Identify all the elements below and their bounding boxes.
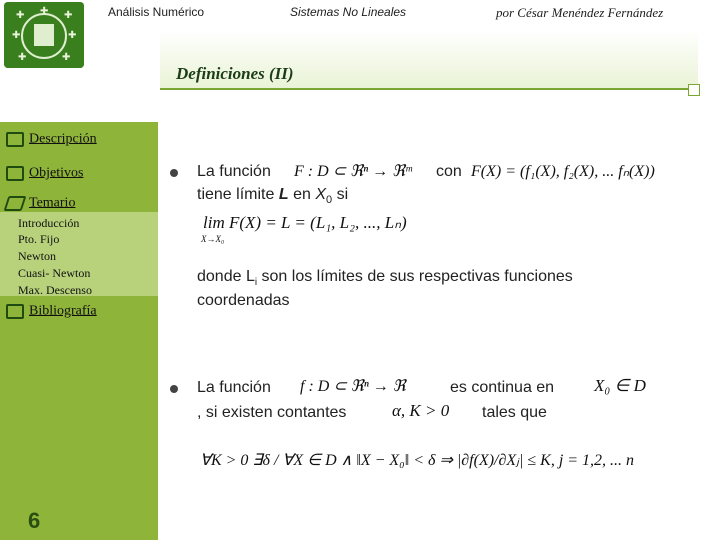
text-limites: son los límites de sus respectivas funciones — [257, 268, 573, 285]
author-credit: por César Menéndez Fernández — [496, 5, 664, 20]
svg-text:✚: ✚ — [16, 10, 25, 21]
point-X0-sub: 0 — [325, 194, 333, 207]
topic-title: Sistemas No Lineales — [290, 5, 407, 19]
bullet-dot — [170, 169, 178, 177]
nav-sub-newton[interactable]: Newton — [18, 249, 56, 263]
nav-label: Temario — [29, 195, 76, 211]
svg-text:✚: ✚ — [12, 30, 21, 41]
svg-text:✚: ✚ — [18, 52, 27, 63]
nav-sub-max-descenso[interactable]: Max. Descenso — [18, 283, 92, 297]
sidebar-background — [0, 122, 158, 540]
course-title: Análisis Numérico — [108, 5, 205, 19]
nav-label: Bibliografía — [29, 303, 97, 319]
title-underline — [160, 88, 698, 90]
title-end-square — [688, 84, 700, 96]
nav-temario[interactable] — [6, 194, 75, 212]
nav-objetivos[interactable] — [6, 164, 83, 182]
bullet3-line2a: , si existen contantes — [197, 404, 347, 421]
bullet3-mid: es continua en — [450, 379, 555, 396]
text-si: si — [336, 186, 349, 203]
svg-text:✚: ✚ — [68, 30, 77, 41]
folder-icon — [6, 304, 24, 319]
continuity-point: X₀ ∈ D — [594, 376, 646, 395]
page-number: 6 — [28, 508, 41, 533]
nav-label: Descripción — [29, 131, 97, 147]
bullet1-prefix: La función — [197, 163, 271, 180]
text-tiene-limite: tiene límite — [197, 186, 275, 203]
bullet2-line2: coordenadas — [197, 292, 290, 309]
text-donde-sub: i — [254, 277, 258, 289]
slide-title: Definiciones (II) — [176, 64, 294, 83]
nav-bibliografia[interactable] — [6, 302, 97, 320]
continuity-formula: ∀K > 0 ∃δ / ∀X ∈ D ∧ ‖X − X₀‖ < δ ⇒ |∂f(X)/∂Xⱼ| ≤ K, j = 1,2, ... n — [200, 452, 635, 469]
limit-subscript: X→X₀ — [201, 234, 225, 244]
function-definition: F : D ⊂ ℜⁿ → ℜᵐ — [294, 163, 412, 180]
text-en: en — [293, 186, 311, 203]
point-X0: X — [315, 186, 326, 203]
university-logo — [4, 2, 84, 68]
nav-label: Objetivos — [29, 165, 84, 181]
vector-function-formula: F(X) = (f₁(X), f₂(X), ... fₙ(X)) — [471, 163, 655, 180]
limit-formula: lim F(X) = L = (L₁, L₂, ..., Lₙ) — [203, 213, 407, 232]
text-donde: donde L — [197, 268, 255, 285]
constants: α, K > 0 — [392, 401, 450, 420]
scalar-function-definition: f : D ⊂ ℜⁿ → ℜ — [300, 378, 406, 395]
limit-L: L — [278, 186, 289, 203]
open-folder-icon — [4, 196, 27, 211]
folder-icon — [6, 132, 24, 147]
nav-descripcion[interactable] — [6, 130, 97, 148]
svg-text:✚: ✚ — [62, 52, 71, 63]
nav-sub-pto-fijo[interactable]: Pto. Fijo — [18, 232, 60, 246]
nav-sub-cuasi-newton[interactable]: Cuasi- Newton — [18, 266, 91, 280]
bullet3-line2b: tales que — [482, 404, 547, 421]
bullet1-con: con — [436, 163, 462, 180]
folder-icon — [6, 166, 24, 181]
svg-text:✚: ✚ — [64, 10, 73, 21]
bullet2-line1 — [197, 268, 573, 288]
bullet-dot — [170, 385, 178, 393]
bullet1-line2 — [197, 186, 348, 206]
svg-text:✚: ✚ — [40, 6, 49, 17]
bullet3-prefix: La función — [197, 379, 271, 396]
nav-sub-introduccion[interactable]: Introducción — [18, 216, 80, 230]
